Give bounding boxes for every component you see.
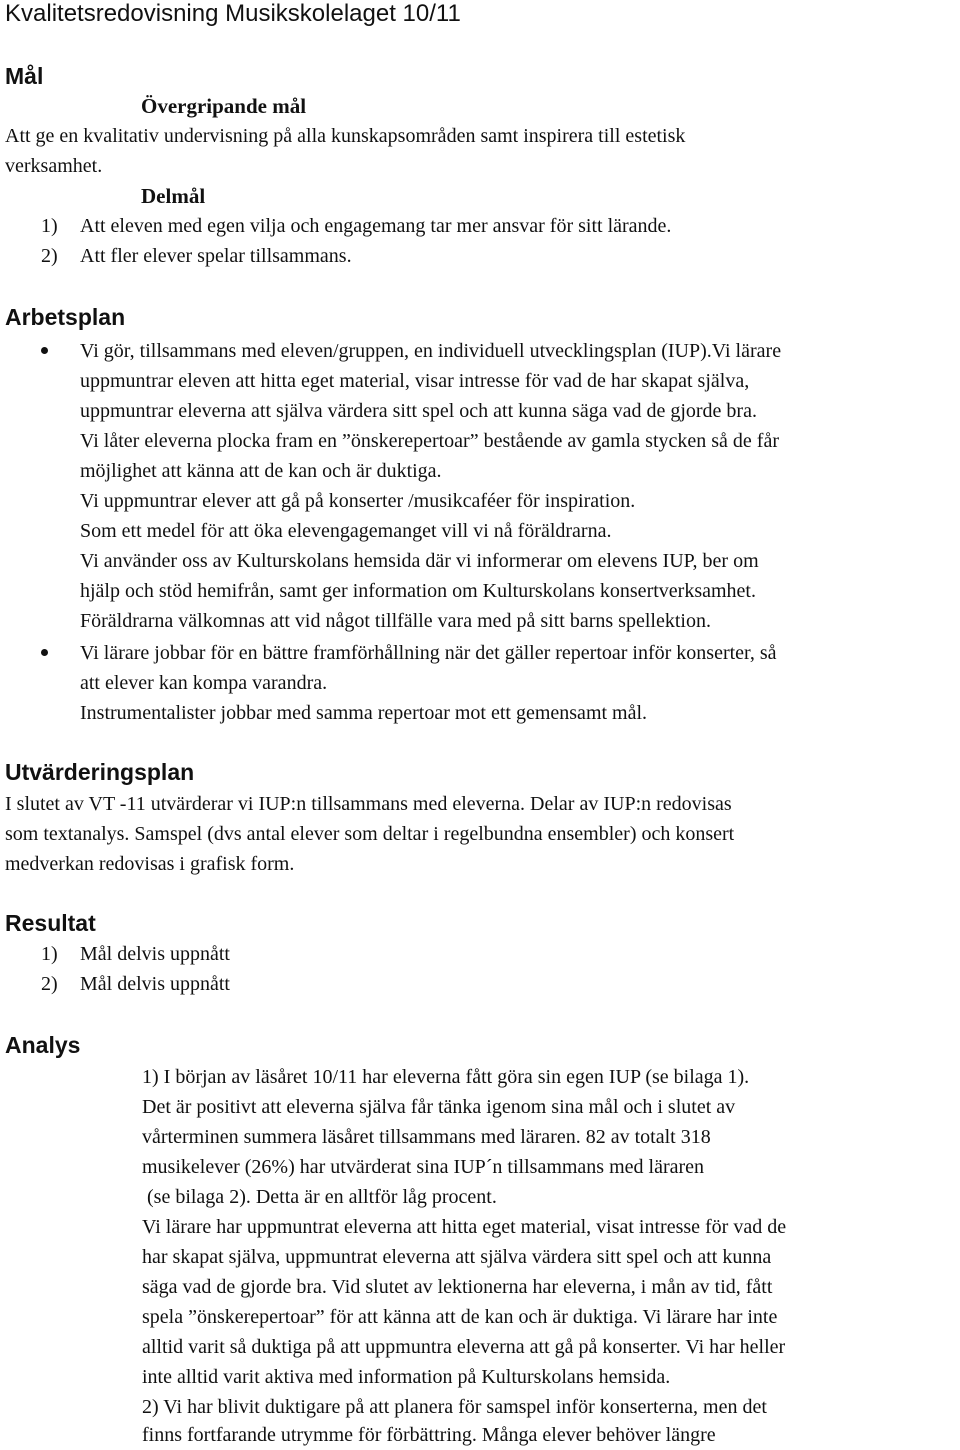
analys-line-12: 2) Vi har blivit duktigare på att planera för samspel inför konserterna, men det	[142, 1396, 767, 1418]
delmal-text-2: Att fler elever spelar tillsammans.	[80, 245, 352, 267]
subheading-overgripande-mal: Övergripande mål	[141, 94, 307, 118]
arbetsplan-b1-line-8: Vi använder oss av Kulturskolans hemsida där vi informerar om elevens IUP, ber om	[80, 550, 759, 572]
bullet-icon	[41, 649, 48, 656]
bullet-icon	[41, 347, 48, 354]
analys-line-8: säga vad de gjorde bra. Vid slutet av lektionerna har eleverna, i mån av tid, fått	[142, 1276, 773, 1298]
analys-line-2: Det är positivt att eleverna själva får tänka igenom sina mål och i slutet av	[142, 1096, 736, 1118]
arbetsplan-b2-line-3: Instrumentalister jobbar med samma repertoar mot ett gemensamt mål.	[80, 702, 648, 724]
arbetsplan-b2-line-2: att elever kan kompa varandra.	[80, 672, 328, 694]
arbetsplan-b1-line-9: hjälp och stöd hemifrån, samt ger information om Kulturskolans konsertverksamhet.	[80, 580, 756, 602]
analys-line-6: Vi lärare har uppmuntrat eleverna att hitta eget material, visat intresse för vad de	[142, 1216, 787, 1238]
delmal-text-1: Att eleven med egen vilja och engagemang tar mer ansvar för sitt lärande.	[80, 215, 672, 237]
arbetsplan-b2-line-1: Vi lärare jobbar för en bättre framförhållning när det gäller repertoar inför konserter, så	[80, 642, 777, 664]
analys-line-7: har skapat själva, uppmuntrat eleverna att själva värdera sitt spel och att kunna	[142, 1246, 772, 1268]
resultat-number-1: 1)	[41, 943, 58, 965]
resultat-text-1: Mål delvis uppnått	[80, 943, 230, 965]
analys-line-9: spela ”önskerepertoar” för att känna att de kan och är duktiga. Vi lärare har inte	[142, 1306, 778, 1328]
resultat-number-2: 2)	[41, 973, 58, 995]
overgripande-line-1: Att ge en kvalitativ undervisning på alla kunskapsområden samt inspirera till estetisk	[5, 125, 686, 147]
utvardering-line-1: I slutet av VT -11 utvärderar vi IUP:n tillsammans med eleverna. Delar av IUP:n redovisas	[5, 793, 732, 815]
utvardering-line-3: medverkan redovisas i grafisk form.	[5, 853, 295, 875]
resultat-text-2: Mål delvis uppnått	[80, 973, 230, 995]
arbetsplan-b1-line-2: uppmuntrar eleven att hitta eget material, visar intresse för vad de har skapat själva,	[80, 370, 750, 392]
section-heading-arbetsplan: Arbetsplan	[5, 304, 126, 330]
analys-line-13: finns fortfarande utrymme för förbättring. Många elever behöver längre	[142, 1424, 716, 1446]
document-title: Kvalitetsredovisning Musikskolelaget 10/11	[5, 0, 461, 27]
analys-line-4: musikelever (26%) har utvärderat sina IUP´n tillsammans med läraren	[142, 1156, 705, 1178]
overgripande-line-2: verksamhet.	[5, 155, 103, 177]
analys-line-3: vårterminen summera läsåret tillsammans med läraren. 82 av totalt 318	[142, 1126, 711, 1148]
arbetsplan-b1-line-1: Vi gör, tillsammans med eleven/gruppen, en individuell utvecklingsplan (IUP).Vi lärare	[80, 340, 782, 362]
section-heading-utvarderingsplan: Utvärderingsplan	[5, 759, 195, 785]
delmal-number-1: 1)	[41, 215, 58, 237]
arbetsplan-b1-line-4: Vi låter eleverna plocka fram en ”önskerepertoar” bestående av gamla stycken så de får	[80, 430, 779, 452]
section-heading-resultat: Resultat	[5, 910, 96, 936]
analys-line-5: (se bilaga 2). Detta är en alltför låg procent.	[142, 1186, 497, 1208]
delmal-number-2: 2)	[41, 245, 58, 267]
analys-line-10: alltid varit så duktiga på att uppmuntra eleverna att gå på konserter. Vi har heller	[142, 1336, 786, 1358]
arbetsplan-b1-line-6: Vi uppmuntrar elever att gå på konserter /musikcaféer för inspiration.	[80, 490, 636, 512]
arbetsplan-b1-line-3: uppmuntrar eleverna att själva värdera sitt spel och att kunna säga vad de gjorde bra.	[80, 400, 757, 422]
arbetsplan-b1-line-10: Föräldrarna välkomnas att vid något tillfälle vara med på sitt barns spellektion.	[80, 610, 711, 632]
section-heading-mal: Mål	[5, 63, 44, 89]
analys-line-1: 1) I början av läsåret 10/11 har eleverna fått göra sin egen IUP (se bilaga 1).	[142, 1066, 750, 1088]
arbetsplan-b1-line-7: Som ett medel för att öka elevengagemanget vill vi nå föräldrarna.	[80, 520, 612, 542]
arbetsplan-b1-line-5: möjlighet att känna att de kan och är duktiga.	[80, 460, 442, 482]
analys-line-11: inte alltid varit aktiva med information på Kulturskolans hemsida.	[142, 1366, 671, 1388]
section-heading-analys: Analys	[5, 1032, 81, 1058]
subheading-delmal: Delmål	[141, 184, 206, 208]
utvardering-line-2: som textanalys. Samspel (dvs antal elever som deltar i regelbundna ensembler) och konsert	[5, 823, 735, 845]
